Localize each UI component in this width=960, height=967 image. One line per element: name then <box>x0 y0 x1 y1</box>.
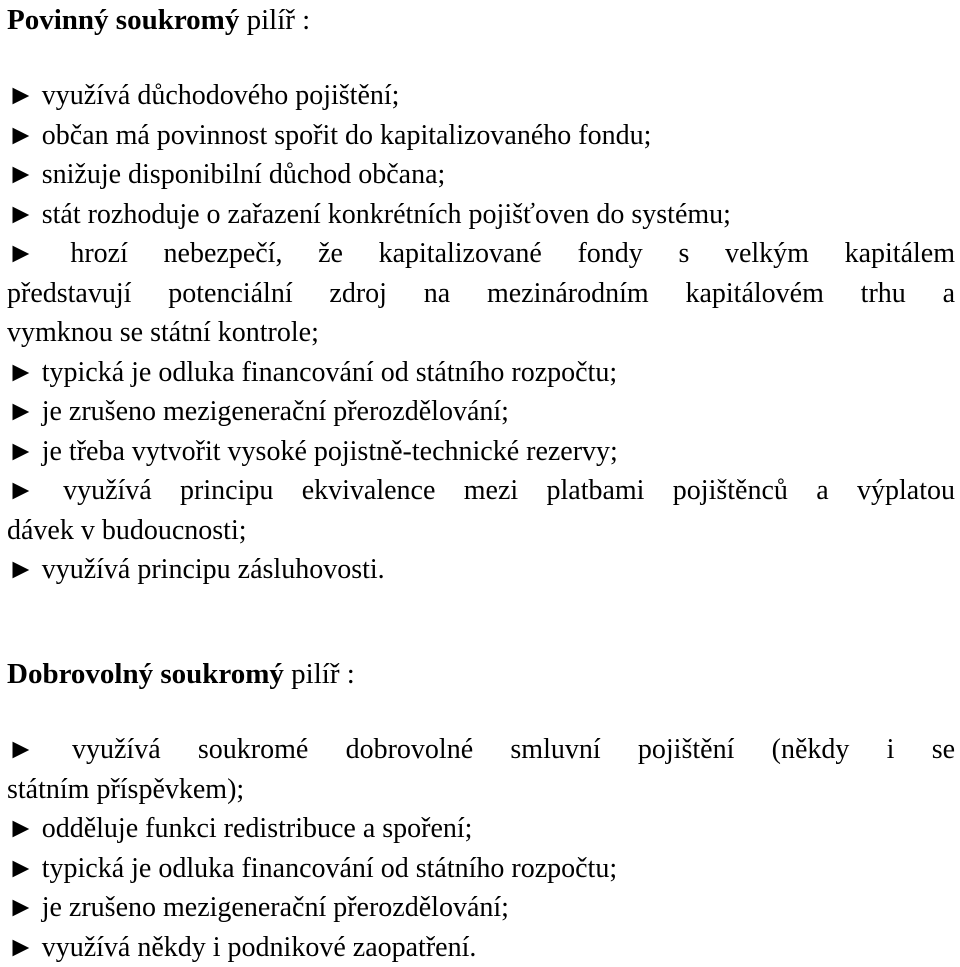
list-item-text: stát rozhoduje o zařazení konkrétních pojišťoven do systému; <box>42 199 731 230</box>
list-item-line <box>7 76 955 116</box>
bullet-icon: ► <box>7 932 35 963</box>
list-item-text: odděluje funkci redistribuce a spoření; <box>42 813 473 844</box>
bullet-icon: ► <box>7 238 35 269</box>
list-item-line <box>7 471 955 511</box>
bullet-icon: ► <box>7 554 35 585</box>
list-item-line <box>7 155 955 195</box>
bullet-icon: ► <box>7 853 35 884</box>
list-item-text: využívá soukromé dobrovolné smluvní pojištění (někdy i se <box>72 734 955 765</box>
bullet-icon: ► <box>7 120 35 151</box>
list-item-text: využívá někdy i podnikové zaopatření. <box>42 932 477 963</box>
list-item-text: je zrušeno mezigenerační přerozdělování; <box>42 892 509 923</box>
list-item-text: využívá principu ekvivalence mezi platbami pojištěnců a výplatou <box>63 475 955 506</box>
bullet-icon: ► <box>7 475 35 506</box>
list-item-line <box>7 313 955 353</box>
section-heading-dobrovolny <box>7 654 355 694</box>
list-item-text: státním příspěvkem); <box>7 774 244 805</box>
list-item-line <box>7 550 955 590</box>
bullet-icon: ► <box>7 436 35 467</box>
list-item-text: je třeba vytvořit vysoké pojistně-technické rezervy; <box>42 436 618 467</box>
list-item-line <box>7 432 955 472</box>
list-item-line <box>7 274 955 314</box>
list-item-text: typická je odluka financování od státního rozpočtu; <box>42 357 617 388</box>
list-item-line <box>7 730 955 770</box>
list-item-line <box>7 809 955 849</box>
list-item-text: je zrušeno mezigenerační přerozdělování; <box>42 396 509 427</box>
list-item-text: typická je odluka financování od státního rozpočtu; <box>42 853 617 884</box>
list-item-line <box>7 392 955 432</box>
bullet-icon: ► <box>7 892 35 923</box>
list-item-text: snižuje disponibilní důchod občana; <box>42 159 446 190</box>
list-item-line <box>7 195 955 235</box>
list-item-line <box>7 353 955 393</box>
bullet-icon: ► <box>7 199 35 230</box>
bullet-icon: ► <box>7 357 35 388</box>
list-item-line <box>7 770 955 810</box>
list-item-line <box>7 234 955 274</box>
list-item-line <box>7 928 955 967</box>
list-item-text: hrozí nebezpečí, že kapitalizované fondy s velkým kapitálem <box>70 238 955 269</box>
list-item-text: využívá principu zásluhovosti. <box>42 554 385 585</box>
list-item-text: občan má povinnost spořit do kapitalizovaného fondu; <box>42 120 652 151</box>
list-item-text: představují potenciální zdroj na mezinárodním kapitálovém trhu a <box>7 278 955 309</box>
section-heading-povinny <box>7 0 310 40</box>
list-item-line <box>7 511 955 551</box>
bullet-icon: ► <box>7 734 35 765</box>
list-item-line <box>7 888 955 928</box>
heading-bold-text: Povinný soukromý <box>7 4 239 36</box>
bullet-icon: ► <box>7 159 35 190</box>
list-item-text: vymknou se státní kontrole; <box>7 317 319 348</box>
list-item-text: dávek v budoucnosti; <box>7 515 247 546</box>
list-item-line <box>7 116 955 156</box>
bullet-icon: ► <box>7 813 35 844</box>
heading-rest-text: pilíř : <box>239 4 310 36</box>
list-item-text: využívá důchodového pojištění; <box>42 80 400 111</box>
list-item-line <box>7 849 955 889</box>
heading-rest-text: pilíř : <box>284 658 355 690</box>
bullet-icon: ► <box>7 396 35 427</box>
heading-bold-text: Dobrovolný soukromý <box>7 658 284 690</box>
bullet-icon: ► <box>7 80 35 111</box>
